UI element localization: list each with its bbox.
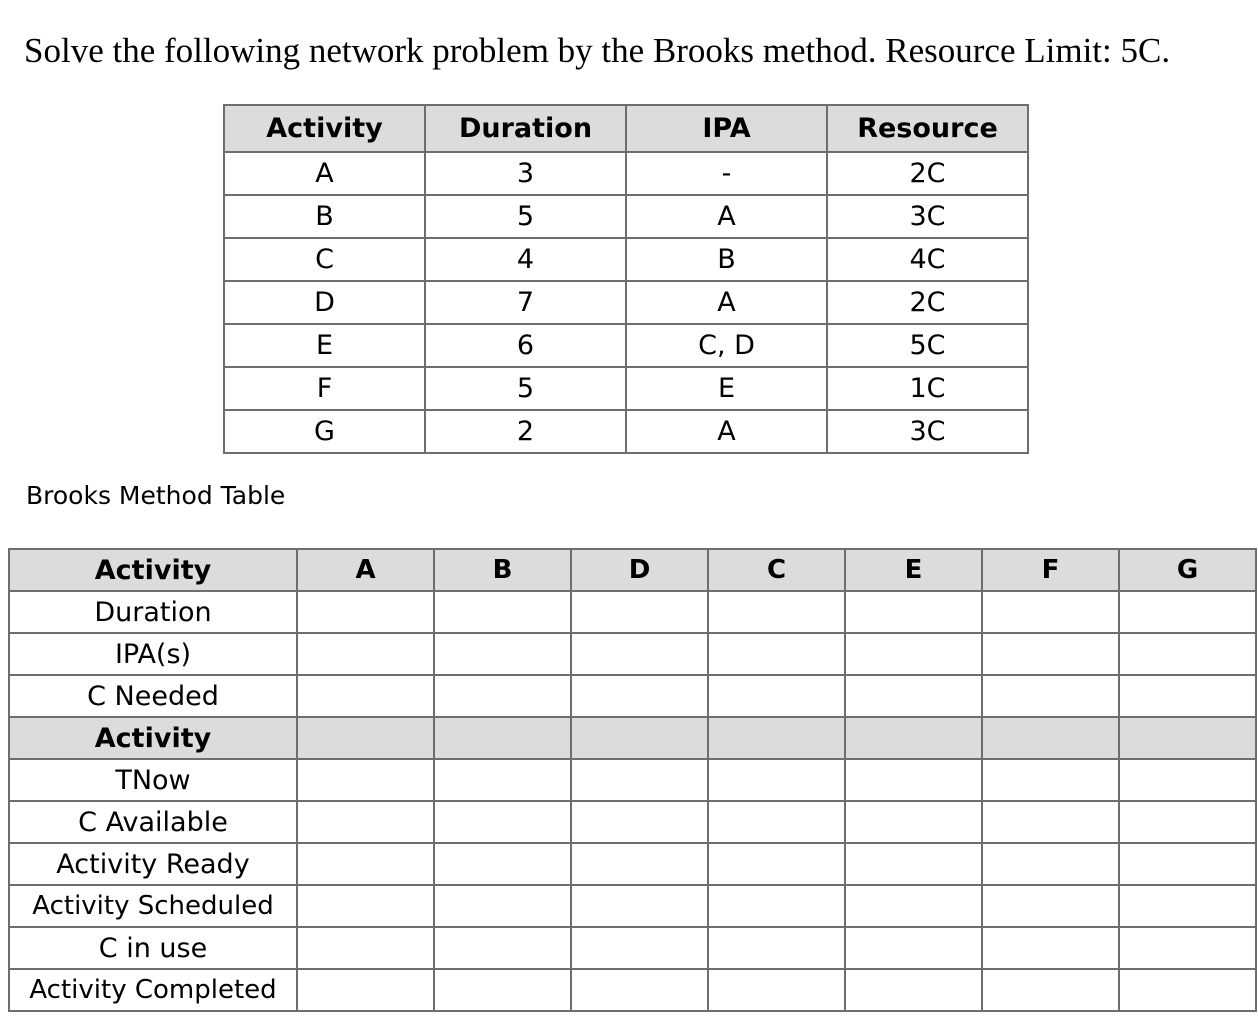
empty-cell[interactable] xyxy=(708,717,845,759)
column-header-d: D xyxy=(571,549,708,591)
column-header-a: A xyxy=(297,549,434,591)
empty-cell[interactable] xyxy=(708,843,845,885)
empty-cell[interactable] xyxy=(297,759,434,801)
empty-cell[interactable] xyxy=(297,843,434,885)
empty-cell[interactable] xyxy=(571,759,708,801)
duration-cell: 4 xyxy=(425,238,626,281)
empty-cell[interactable] xyxy=(845,843,982,885)
empty-cell[interactable] xyxy=(845,759,982,801)
table-row xyxy=(224,410,1028,453)
column-header-f: F xyxy=(982,549,1119,591)
header-duration: Duration xyxy=(425,105,626,152)
resource-cell: 4C xyxy=(827,238,1028,281)
empty-cell[interactable] xyxy=(434,717,571,759)
empty-cell[interactable] xyxy=(982,843,1119,885)
brooks-header-row xyxy=(9,549,1256,591)
ipa-cell: C, D xyxy=(626,324,827,367)
resource-cell: 5C xyxy=(827,324,1028,367)
empty-cell[interactable] xyxy=(708,633,845,675)
brooks-row-ipas xyxy=(9,633,1256,675)
empty-cell[interactable] xyxy=(297,675,434,717)
empty-cell[interactable] xyxy=(845,633,982,675)
row-label: C in use xyxy=(9,927,297,969)
brooks-row-activity-completed xyxy=(9,969,1256,1011)
resource-cell: 2C xyxy=(827,281,1028,324)
empty-cell[interactable] xyxy=(571,927,708,969)
activity-table-header-row xyxy=(224,105,1028,152)
empty-cell[interactable] xyxy=(845,927,982,969)
empty-cell[interactable] xyxy=(1119,969,1256,1011)
column-header-c: C xyxy=(708,549,845,591)
brooks-row-activity-scheduled xyxy=(9,885,1256,927)
empty-cell[interactable] xyxy=(982,927,1119,969)
header-ipa: IPA xyxy=(626,105,827,152)
table-row xyxy=(224,238,1028,281)
header-resource: Resource xyxy=(827,105,1028,152)
table-row xyxy=(224,152,1028,195)
empty-cell[interactable] xyxy=(708,801,845,843)
activity-cell: B xyxy=(224,195,425,238)
empty-cell[interactable] xyxy=(297,969,434,1011)
ipa-cell: A xyxy=(626,281,827,324)
empty-cell[interactable] xyxy=(434,843,571,885)
empty-cell[interactable] xyxy=(297,885,434,927)
empty-cell[interactable] xyxy=(434,801,571,843)
duration-cell: 7 xyxy=(425,281,626,324)
empty-cell[interactable] xyxy=(1119,801,1256,843)
header-activity: Activity xyxy=(224,105,425,152)
row-label: Activity Completed xyxy=(9,969,297,1011)
empty-cell[interactable] xyxy=(708,969,845,1011)
column-header-g: G xyxy=(1119,549,1256,591)
duration-cell: 3 xyxy=(425,152,626,195)
ipa-cell: A xyxy=(626,195,827,238)
empty-cell[interactable] xyxy=(1119,759,1256,801)
row-label: Activity Ready xyxy=(9,843,297,885)
empty-cell[interactable] xyxy=(1119,843,1256,885)
activity-cell: A xyxy=(224,152,425,195)
brooks-section-label: Brooks Method Table xyxy=(26,481,286,510)
empty-cell[interactable] xyxy=(1119,591,1256,633)
empty-cell[interactable] xyxy=(571,801,708,843)
empty-cell[interactable] xyxy=(982,801,1119,843)
brooks-row-activity xyxy=(9,717,1256,759)
duration-cell: 6 xyxy=(425,324,626,367)
ipa-cell: E xyxy=(626,367,827,410)
resource-cell: 3C xyxy=(827,410,1028,453)
brooks-header-label: Activity xyxy=(9,549,297,591)
empty-cell[interactable] xyxy=(434,675,571,717)
brooks-row-tnow xyxy=(9,759,1256,801)
activity-cell: G xyxy=(224,410,425,453)
activity-cell: E xyxy=(224,324,425,367)
empty-cell[interactable] xyxy=(845,591,982,633)
brooks-row-c-needed xyxy=(9,675,1256,717)
empty-cell[interactable] xyxy=(708,885,845,927)
empty-cell[interactable] xyxy=(1119,717,1256,759)
empty-cell[interactable] xyxy=(982,675,1119,717)
empty-cell[interactable] xyxy=(982,969,1119,1011)
ipa-cell: A xyxy=(626,410,827,453)
activity-cell: F xyxy=(224,367,425,410)
resource-cell: 2C xyxy=(827,152,1028,195)
brooks-row-c-in-use xyxy=(9,927,1256,969)
row-label: C Needed xyxy=(9,675,297,717)
empty-cell[interactable] xyxy=(845,801,982,843)
ipa-cell: B xyxy=(626,238,827,281)
empty-cell[interactable] xyxy=(571,969,708,1011)
empty-cell[interactable] xyxy=(434,885,571,927)
empty-cell[interactable] xyxy=(845,885,982,927)
empty-cell[interactable] xyxy=(708,675,845,717)
empty-cell[interactable] xyxy=(434,759,571,801)
empty-cell[interactable] xyxy=(1119,675,1256,717)
empty-cell[interactable] xyxy=(1119,633,1256,675)
activity-cell: D xyxy=(224,281,425,324)
empty-cell[interactable] xyxy=(982,591,1119,633)
empty-cell[interactable] xyxy=(982,885,1119,927)
table-row xyxy=(224,281,1028,324)
empty-cell[interactable] xyxy=(297,633,434,675)
empty-cell[interactable] xyxy=(708,927,845,969)
problem-title: Solve the following network problem by the Brooks method. Resource Limit: 5C. xyxy=(24,31,1171,70)
empty-cell[interactable] xyxy=(297,927,434,969)
resource-cell: 1C xyxy=(827,367,1028,410)
empty-cell[interactable] xyxy=(845,717,982,759)
empty-cell[interactable] xyxy=(708,591,845,633)
empty-cell[interactable] xyxy=(434,633,571,675)
table-row xyxy=(224,324,1028,367)
ipa-cell: - xyxy=(626,152,827,195)
row-label: Duration xyxy=(9,591,297,633)
empty-cell[interactable] xyxy=(571,591,708,633)
empty-cell[interactable] xyxy=(434,969,571,1011)
empty-cell[interactable] xyxy=(982,633,1119,675)
duration-cell: 5 xyxy=(425,195,626,238)
empty-cell[interactable] xyxy=(434,927,571,969)
empty-cell[interactable] xyxy=(571,675,708,717)
empty-cell[interactable] xyxy=(571,633,708,675)
brooks-row-duration xyxy=(9,591,1256,633)
empty-cell[interactable] xyxy=(434,591,571,633)
empty-cell[interactable] xyxy=(571,717,708,759)
row-label: Activity Scheduled xyxy=(9,885,297,927)
row-label: IPA(s) xyxy=(9,633,297,675)
brooks-row-activity-ready xyxy=(9,843,1256,885)
empty-cell[interactable] xyxy=(845,969,982,1011)
empty-cell[interactable] xyxy=(571,843,708,885)
empty-cell[interactable] xyxy=(571,885,708,927)
brooks-method-table xyxy=(8,548,1257,1012)
empty-cell[interactable] xyxy=(297,591,434,633)
empty-cell[interactable] xyxy=(845,675,982,717)
duration-cell: 5 xyxy=(425,367,626,410)
empty-cell[interactable] xyxy=(982,759,1119,801)
row-label: TNow xyxy=(9,759,297,801)
activity-table xyxy=(223,104,1029,454)
duration-cell: 2 xyxy=(425,410,626,453)
empty-cell[interactable] xyxy=(297,717,434,759)
table-row xyxy=(224,195,1028,238)
empty-cell[interactable] xyxy=(297,801,434,843)
column-header-e: E xyxy=(845,549,982,591)
empty-cell[interactable] xyxy=(1119,885,1256,927)
activity-cell: C xyxy=(224,238,425,281)
table-row xyxy=(224,367,1028,410)
empty-cell[interactable] xyxy=(1119,927,1256,969)
empty-cell[interactable] xyxy=(982,717,1119,759)
column-header-b: B xyxy=(434,549,571,591)
resource-cell: 3C xyxy=(827,195,1028,238)
brooks-row-c-available xyxy=(9,801,1256,843)
empty-cell[interactable] xyxy=(708,759,845,801)
row-label: Activity xyxy=(9,717,297,759)
row-label: C Available xyxy=(9,801,297,843)
